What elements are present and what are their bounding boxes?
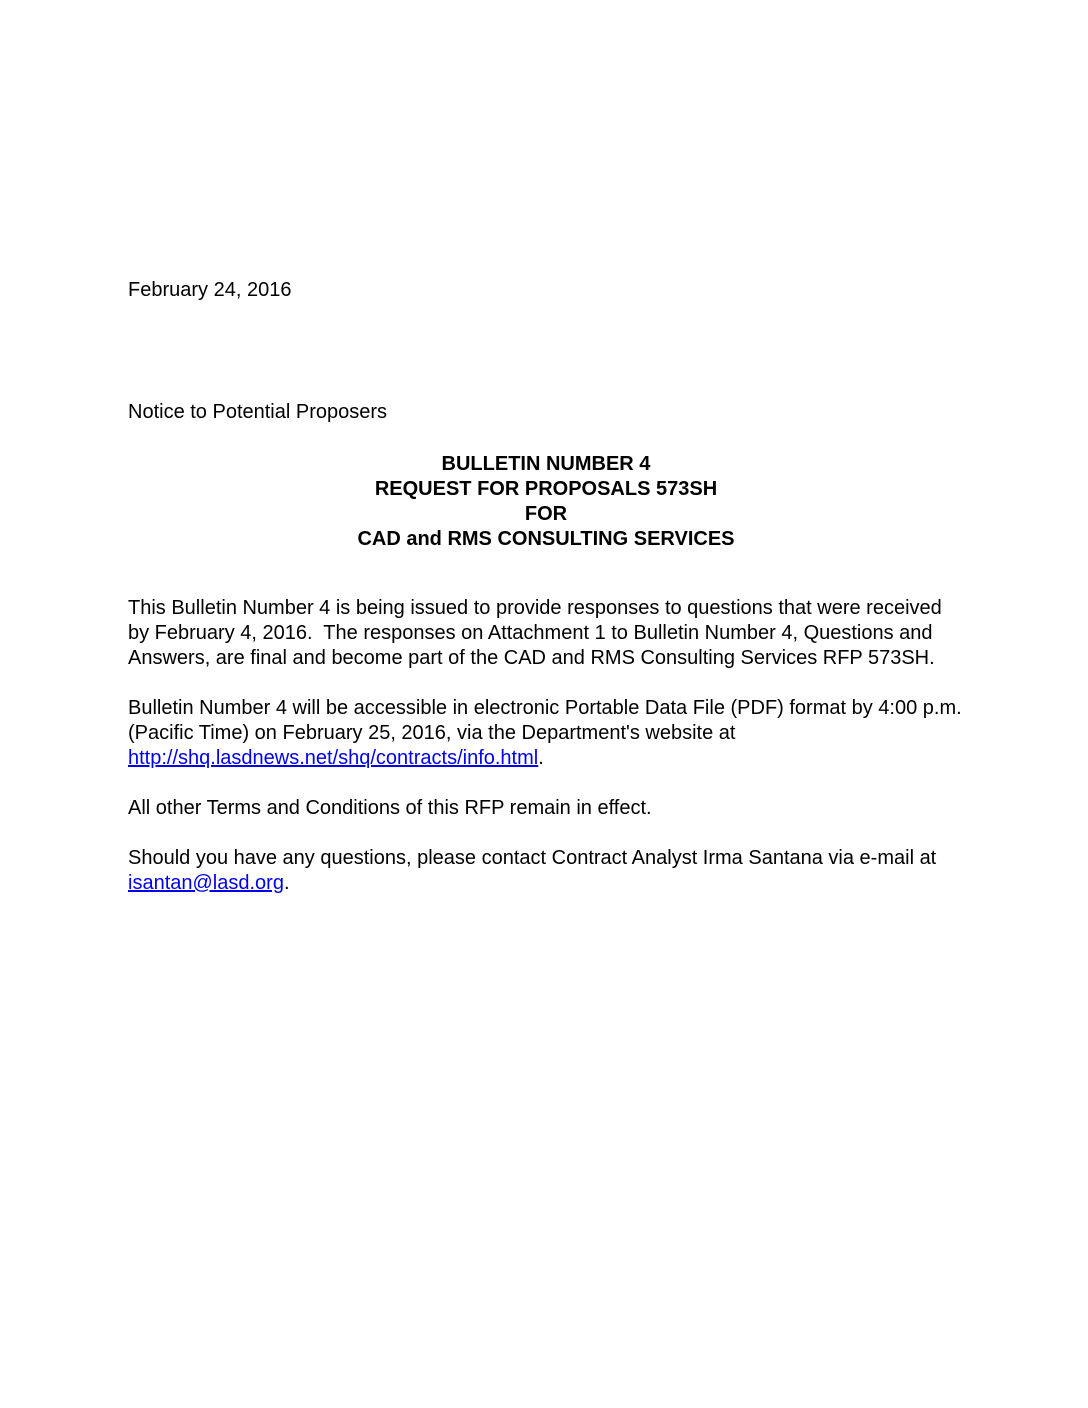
heading-line-3: FOR xyxy=(524,503,568,525)
bulletin-heading xyxy=(128,452,964,552)
paragraph-3: All other Terms and Conditions of this RFP remain in effect. xyxy=(128,797,652,819)
email-link[interactable]: isantan@lasd.org xyxy=(128,872,284,894)
paragraph-2-text: Bulletin Number 4 will be accessible in electronic Portable Data File (PDF) format by 4:00 p.m. (Pacific Time) on February 25, 2016, via the Department's website at xyxy=(128,697,968,744)
heading-line-2: REQUEST FOR PROPOSALS 573SH xyxy=(374,478,718,500)
paragraph-2-period: . xyxy=(538,747,544,769)
website-link[interactable]: http://shq.lasdnews.net/shq/contracts/info.html xyxy=(128,747,539,769)
paragraph-2 xyxy=(128,696,968,771)
heading-line-4: CAD and RMS CONSULTING SERVICES xyxy=(357,528,735,550)
document-content xyxy=(128,278,968,896)
paragraph-4-text: Should you have any questions, please contact Contract Analyst Irma Santana via e-mail at xyxy=(128,847,942,869)
salutation-line: Notice to Potential Proposers xyxy=(128,401,388,423)
paragraph-4-period: . xyxy=(283,872,290,894)
paragraph-1: This Bulletin Number 4 is being issued to provide responses to questions that were received by February 4, 2016. The responses on Attachment 1 to Bulletin Number 4, Questions and Answers, are final and become part of the CAD and RMS Consulting Services RFP 573SH. xyxy=(128,597,948,669)
paragraph-4 xyxy=(128,846,964,896)
heading-line-1: BULLETIN NUMBER 4 xyxy=(441,453,651,475)
date-line: February 24, 2016 xyxy=(128,279,292,301)
